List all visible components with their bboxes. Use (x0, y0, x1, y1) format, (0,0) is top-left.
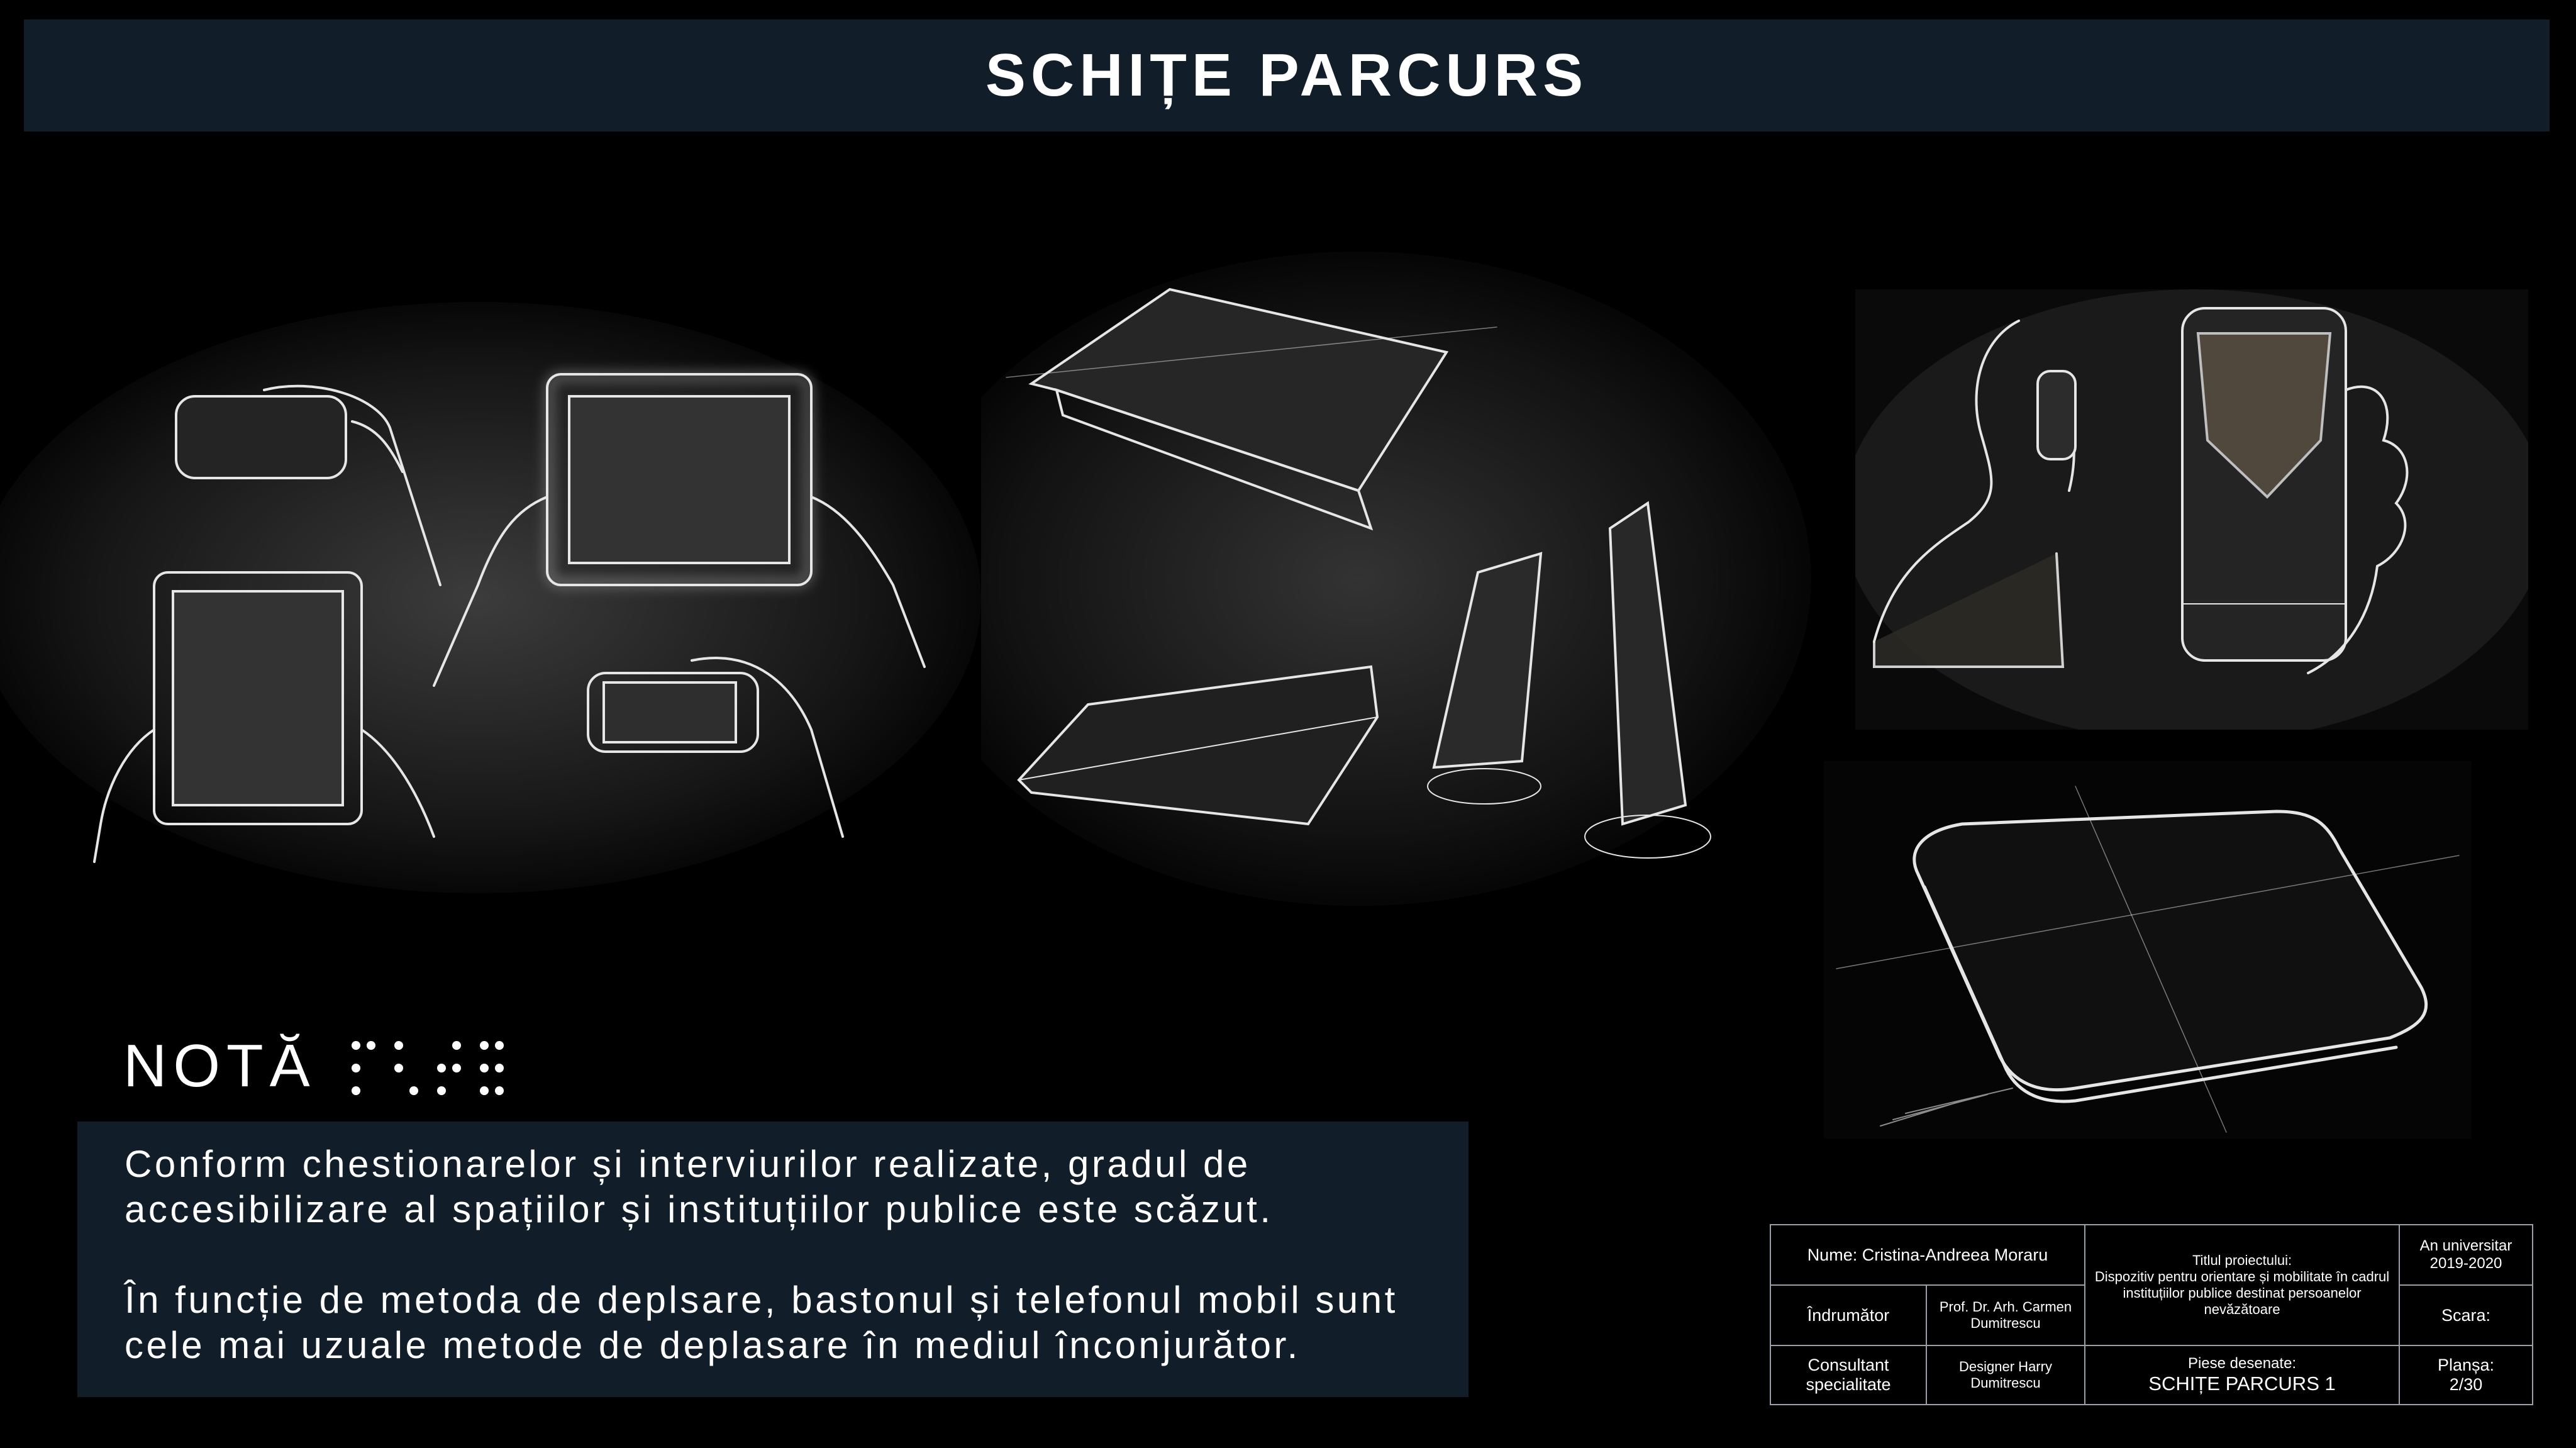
academic-year-label: An universitar (2419, 1237, 2512, 1254)
note-box (77, 1122, 1468, 1397)
consultant-label: Consultant specialitate (1770, 1345, 1926, 1405)
sheet-value: 2/30 (2449, 1375, 2483, 1394)
project-title: Dispozitiv pentru orientare și mobilitate în cadrul instituțiilor publice destinat persoanelor nevăzătoare (2094, 1269, 2390, 1317)
project-title-label: Titlul proiectului: (2192, 1252, 2292, 1268)
braille-icon (350, 1038, 519, 1101)
project-title-cell (2085, 1225, 2399, 1345)
note-paragraph-1: Conform chestionarelor și interviurilor realizate, gradul de accesibilizare al spațiilor și instituțiilor publice este scăzut. (125, 1143, 1274, 1230)
sketch-device-perspectives (981, 226, 1862, 931)
sketch-device-closeup (1824, 761, 2472, 1139)
note-paragraph-2: În funcție de metoda de deplsare, bastonul și telefonul mobil sunt cele mai uzuale metode de deplasare în mediul înconjurător. (125, 1279, 1398, 1366)
page-header (24, 19, 2550, 131)
sheet-label: Planșa: (2437, 1356, 2495, 1374)
page-title: SCHIȚE PARCURS (985, 42, 1589, 109)
advisor-label: Îndrumător (1770, 1285, 1926, 1345)
drawings-label: Piese desenate: (2187, 1355, 2297, 1372)
sheet-cell (2399, 1345, 2533, 1405)
drawings-value: SCHIȚE PARCURS 1 (2148, 1373, 2336, 1395)
drawings-cell (2085, 1345, 2399, 1405)
consultant-name: Designer Harry Dumitrescu (1926, 1345, 2085, 1405)
author-name: Nume: Cristina-Andreea Moraru (1770, 1225, 2085, 1285)
note-title: NOTĂ (123, 1032, 316, 1100)
advisor-name: Prof. Dr. Arh. Carmen Dumitrescu (1926, 1285, 2085, 1345)
academic-year: 2019-2020 (2429, 1255, 2502, 1272)
scale-label: Scara: (2399, 1285, 2533, 1345)
sketch-hands-devices (0, 208, 1006, 925)
academic-year-cell (2399, 1225, 2533, 1285)
title-block (1770, 1224, 2533, 1405)
sketch-phone-in-hand (1855, 289, 2528, 730)
